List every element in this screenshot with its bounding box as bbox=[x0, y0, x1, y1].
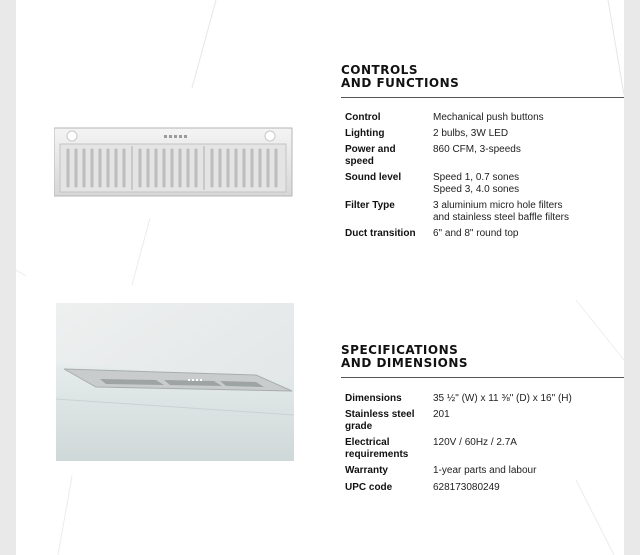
row-label-line: requirements bbox=[345, 449, 409, 460]
row-label-line: speed bbox=[345, 156, 374, 167]
row-value bbox=[433, 200, 569, 224]
row-label: Duct transition bbox=[345, 228, 416, 239]
row-value-line: 3 aluminium micro hole filters bbox=[433, 200, 563, 211]
row-value: 201 bbox=[433, 409, 450, 420]
row-value-line: and stainless steel baffle filters bbox=[433, 212, 570, 223]
row-value: 628173080249 bbox=[433, 482, 500, 493]
spec-sheet-page bbox=[16, 0, 624, 555]
row-value bbox=[433, 172, 519, 196]
controls-title-line1: CONTROLS bbox=[341, 63, 418, 77]
row-label bbox=[345, 144, 425, 168]
specs-section-rule bbox=[341, 377, 624, 378]
row-value: 35 ½" (W) x 11 ⅜" (D) x 16" (H) bbox=[433, 393, 572, 404]
hood-installed-view-image bbox=[56, 303, 294, 461]
controls-title-line2: AND FUNCTIONS bbox=[341, 76, 460, 90]
row-label: Dimensions bbox=[345, 393, 402, 404]
controls-section-rule bbox=[341, 97, 624, 98]
row-label-line: Power and bbox=[345, 144, 396, 155]
row-value: Mechanical push buttons bbox=[433, 112, 544, 123]
row-value: 2 bulbs, 3W LED bbox=[433, 128, 509, 139]
row-label: Sound level bbox=[345, 172, 402, 183]
row-label: Lighting bbox=[345, 128, 385, 139]
row-label: Warranty bbox=[345, 465, 388, 476]
row-label: Control bbox=[345, 112, 381, 123]
row-label bbox=[345, 437, 425, 461]
specs-section-title bbox=[341, 344, 468, 370]
row-value-line: Speed 3, 4.0 sones bbox=[433, 184, 520, 195]
row-label-line: Electrical bbox=[345, 437, 390, 448]
row-value: 860 CFM, 3-speeds bbox=[433, 144, 521, 155]
row-value-line: Speed 1, 0.7 sones bbox=[433, 172, 520, 183]
row-label bbox=[345, 409, 425, 433]
row-label-line: Stainless steel bbox=[345, 409, 415, 420]
specs-title-line2: AND DIMENSIONS bbox=[341, 356, 469, 370]
row-value: 120V / 60Hz / 2.7A bbox=[433, 437, 517, 448]
row-label-line: grade bbox=[345, 421, 373, 432]
controls-section-title bbox=[341, 64, 459, 90]
row-label: UPC code bbox=[345, 482, 393, 493]
row-label: Filter Type bbox=[345, 200, 395, 211]
row-value: 1-year parts and labour bbox=[433, 465, 537, 476]
hood-front-view-image bbox=[54, 126, 294, 198]
row-value: 6" and 8" round top bbox=[433, 228, 519, 239]
specs-title-line1: SPECIFICATIONS bbox=[341, 343, 459, 357]
